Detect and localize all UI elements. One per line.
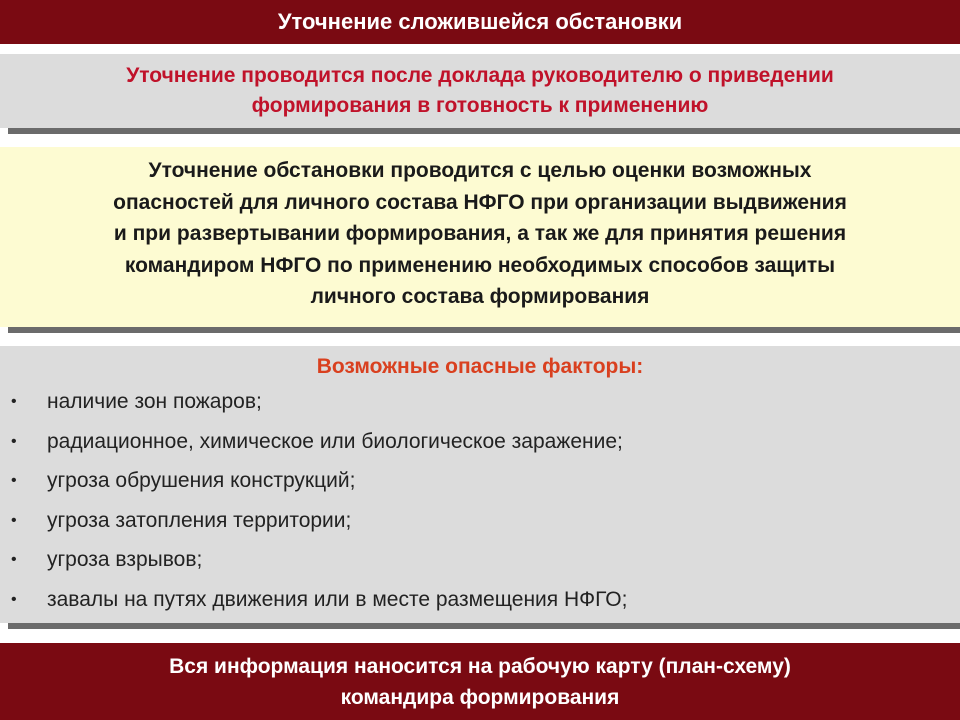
bullet-icon: •: [11, 511, 17, 529]
bullet-icon: •: [11, 472, 17, 489]
hazards-heading: Возможные опасные факторы:: [316, 355, 644, 378]
bullet-icon: •: [11, 551, 17, 568]
purpose-panel-shadow: [8, 327, 960, 333]
hazards-panel-shadow: [8, 623, 960, 629]
bullet-icon: •: [11, 590, 17, 608]
hazards-list: [0, 386, 960, 623]
intro-panel: [0, 54, 960, 128]
list-item: [0, 465, 960, 505]
footer-bar: [0, 643, 960, 720]
list-item: [0, 386, 960, 426]
page-title: Уточнение сложившейся обстановки: [277, 9, 683, 34]
page-title-bar: [0, 0, 960, 44]
purpose-panel: [0, 147, 960, 327]
footer-line-1: Вся информация наносится на рабочую карту (план-схему): [169, 655, 791, 678]
intro-panel-shadow: [8, 128, 960, 134]
bullet-icon: •: [11, 393, 17, 410]
intro-line-2: формирования в готовность к применению: [251, 94, 709, 117]
hazard-text: угроза взрывов;: [47, 548, 203, 571]
purpose-line-3: и при развертывании формирования, а так же для принятия решения: [113, 222, 847, 245]
hazard-text: завалы на путях движения или в месте размещения НФГО;: [47, 587, 628, 611]
hazards-panel: [0, 346, 960, 623]
list-item: [0, 426, 960, 466]
intro-line-1: Уточнение проводится после доклада руководителю о приведении: [126, 64, 834, 87]
hazard-text: радиационное, химическое или биологическое заражение;: [47, 429, 623, 453]
bullet-icon: •: [11, 432, 17, 450]
hazard-text: наличие зон пожаров;: [47, 390, 262, 413]
purpose-line-4: командиром НФГО по применению необходимых способов защиты: [124, 253, 836, 277]
list-item: [0, 544, 960, 584]
footer-line-2: командира формирования: [340, 686, 620, 709]
purpose-line-5: личного состава формирования: [310, 285, 650, 308]
list-item: [0, 505, 960, 545]
hazard-text: угроза затопления территории;: [47, 508, 352, 532]
hazard-text: угроза обрушения конструкций;: [47, 469, 356, 492]
purpose-line-2: опасностей для личного состава НФГО при организации выдвижения: [113, 190, 847, 214]
purpose-line-1: Уточнение обстановки проводится с целью оценки возможных: [148, 159, 812, 182]
list-item: [0, 584, 960, 624]
